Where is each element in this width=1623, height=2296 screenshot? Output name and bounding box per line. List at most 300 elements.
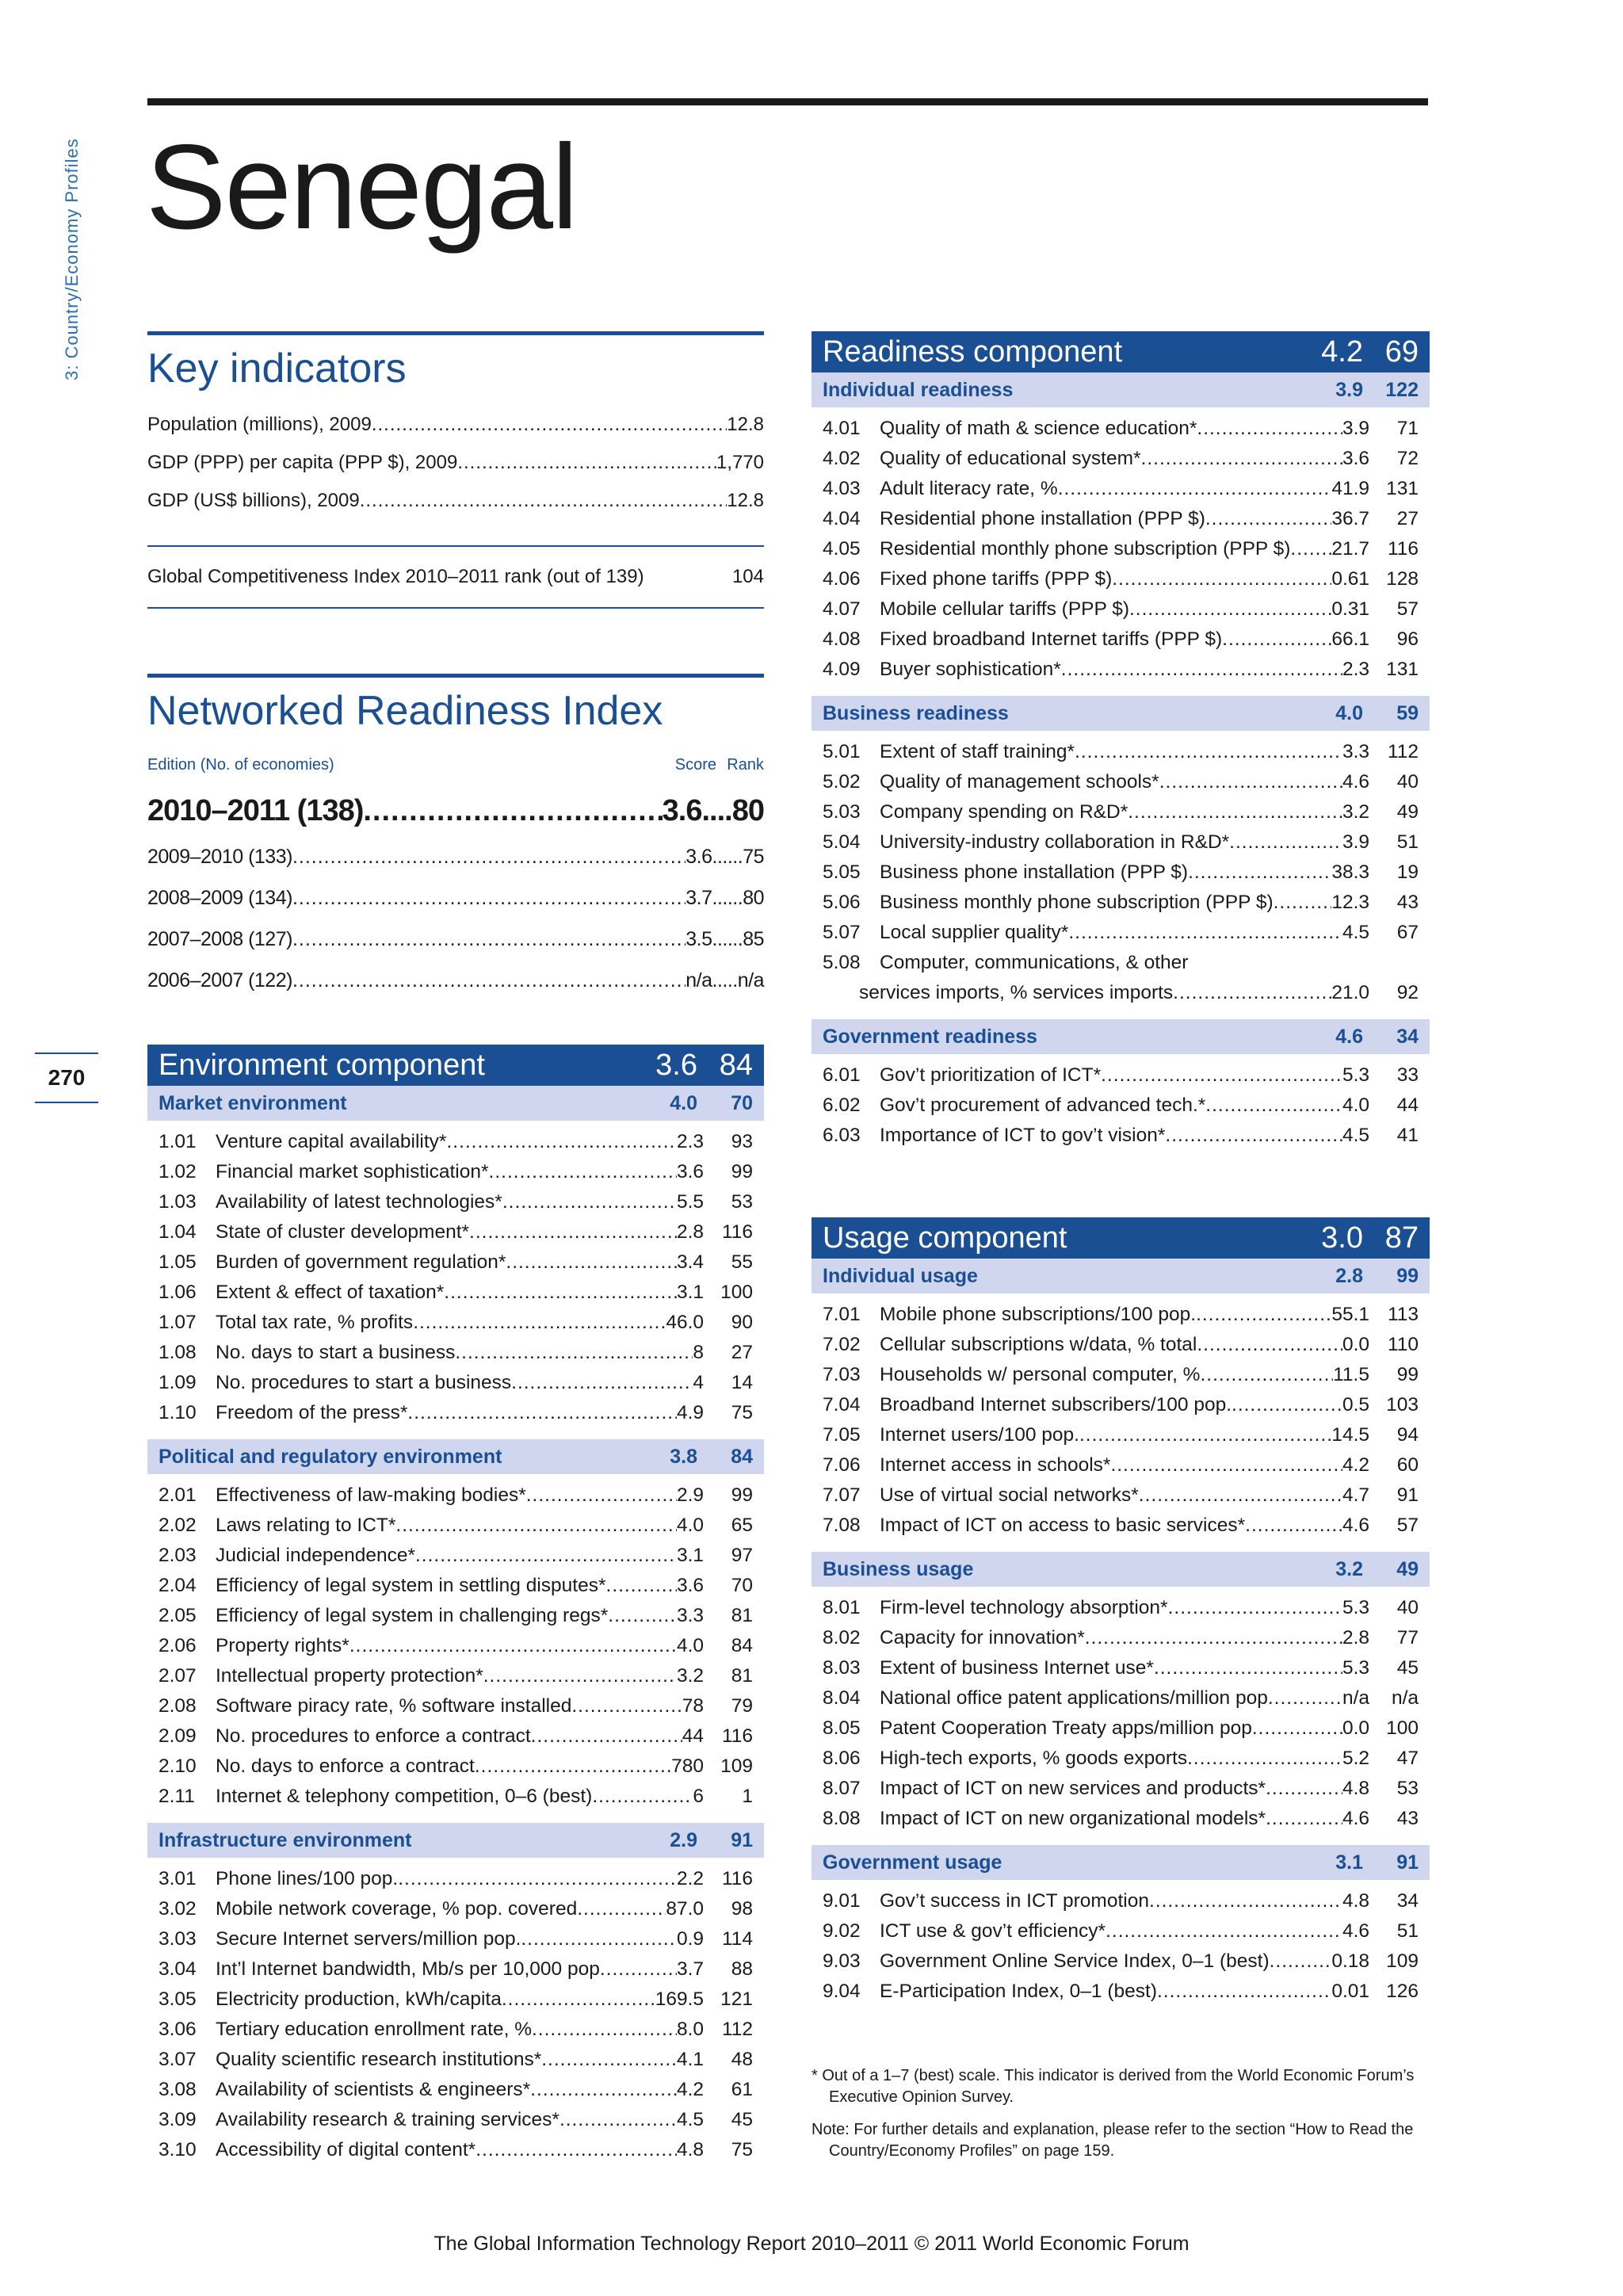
- indicator-label: Efficiency of legal system in settling disputes*: [216, 1575, 606, 1596]
- pillar-title: Market environment: [158, 1091, 347, 1114]
- indicator-rank: 114: [721, 1928, 753, 1950]
- indicator-value: 4.0: [676, 1635, 704, 1656]
- leader-dots: [1229, 827, 1342, 858]
- indicator-value: 0.01: [1331, 1981, 1369, 2002]
- leader-dots: [1266, 1774, 1342, 1804]
- indicator-label: Buyer sophistication*: [880, 659, 1061, 680]
- indicator-rank: 43: [1396, 1808, 1419, 1829]
- indicator-code: 2.01: [158, 1484, 197, 1506]
- component-score: 3.0: [1321, 1221, 1363, 1255]
- indicator-label: Impact of ICT on access to basic services*: [880, 1515, 1246, 1536]
- indicator-code: 7.01: [823, 1304, 861, 1325]
- indicator-list: [147, 1121, 764, 1439]
- indicator-label: Availability research & training services*: [216, 2109, 559, 2130]
- indicator-row: [158, 1924, 753, 1954]
- indicator-row: [158, 1511, 753, 1541]
- indicator-label: Mobile cellular tariffs (PPP $): [880, 598, 1129, 620]
- pillar-rank: 34: [1396, 1025, 1419, 1048]
- indicator-code: 8.08: [823, 1808, 861, 1829]
- indicator-code: 5.02: [823, 771, 861, 793]
- indicator-list: [812, 1293, 1430, 1552]
- indicator-value: 4.0: [1342, 1095, 1369, 1116]
- indicator-code: 8.02: [823, 1627, 861, 1648]
- indicator-rank: 19: [1396, 861, 1419, 883]
- gci-row: [147, 558, 764, 596]
- leader-dots: [349, 1631, 677, 1661]
- environment-component-header: [147, 1045, 764, 1086]
- leader-dots: [600, 1954, 677, 1985]
- component-title: Environment component: [158, 1048, 485, 1082]
- indicator-value: 14.5: [1331, 1424, 1369, 1446]
- nri-rank: 85: [743, 928, 764, 951]
- leader-dots: [577, 1894, 666, 1924]
- indicator-row: [158, 1127, 753, 1157]
- key-indicator-row: [147, 444, 764, 482]
- indicator-rank: 112: [721, 2019, 753, 2040]
- indicator-row: [158, 1308, 753, 1338]
- indicator-value: 36.7: [1331, 508, 1369, 529]
- indicator-rank: 110: [1387, 1334, 1419, 1355]
- leader-dots: [1196, 1300, 1331, 1330]
- indicator-row: [158, 1782, 753, 1812]
- pillar-score: 4.0: [670, 1091, 697, 1114]
- indicator-row: [823, 444, 1419, 474]
- indicator-label: Extent & effect of taxation*: [216, 1282, 445, 1303]
- indicator-code: 2.10: [158, 1755, 197, 1777]
- indicator-label: Local supplier quality*: [880, 922, 1069, 943]
- indicator-row: [158, 1864, 753, 1894]
- component-title: Readiness component: [823, 334, 1123, 369]
- leader-dots: [1200, 1360, 1333, 1390]
- indicator-rank: 1: [742, 1786, 753, 1807]
- indicator-value: 78: [682, 1695, 704, 1717]
- leader-dots: [483, 1661, 677, 1691]
- nri-title: Networked Readiness Index: [147, 688, 663, 734]
- pillar-rank: 84: [731, 1445, 753, 1468]
- indicator-value: 3.6: [1342, 448, 1369, 469]
- indicator-rank: 49: [1396, 801, 1419, 823]
- pillar-rank: 99: [1396, 1264, 1419, 1287]
- leader-dots: [541, 2045, 677, 2075]
- indicator-row: [158, 1187, 753, 1217]
- leader-dots: [521, 1924, 677, 1954]
- footnotes: [812, 2065, 1430, 2162]
- indicator-value: 8: [693, 1342, 704, 1363]
- indicator-value: 87.0: [666, 1898, 704, 1920]
- leader-dots: [1058, 474, 1332, 504]
- nri-edition: 2010–2011 (138): [147, 794, 364, 828]
- indicator-value: 3.4: [676, 1251, 704, 1273]
- indicator-label: Mobile phone subscriptions/100 pop.: [880, 1304, 1197, 1325]
- pillar-rank: 59: [1396, 701, 1419, 724]
- indicator-label: Fixed broadband Internet tariffs (PPP $): [880, 628, 1223, 650]
- leader-dots: [1110, 1450, 1342, 1480]
- indicator-row: [823, 1390, 1419, 1420]
- indicator-label: Phone lines/100 pop.: [216, 1868, 399, 1889]
- indicator-label: No. procedures to start a business: [216, 1372, 512, 1393]
- indicator-rank: 113: [1387, 1304, 1419, 1325]
- leader-dots: [1245, 1511, 1342, 1541]
- leader-dots: [1085, 1623, 1342, 1653]
- nri-edition: 2008–2009 (134): [147, 887, 292, 910]
- indicator-value: 4.7: [1342, 1484, 1369, 1506]
- indicator-code: 6.02: [823, 1095, 861, 1116]
- indicator-code: 1.02: [158, 1161, 197, 1182]
- indicator-list: [812, 1054, 1430, 1162]
- indicator-value: 0.5: [1342, 1394, 1369, 1415]
- readiness-component: [812, 331, 1430, 1162]
- indicator-rank: 77: [1396, 1627, 1419, 1648]
- leader-dots: [1205, 1091, 1342, 1121]
- indicator-row: [823, 655, 1419, 685]
- indicator-code: 4.04: [823, 508, 861, 529]
- indicator-row: [158, 1278, 753, 1308]
- indicator-label: Computer, communications, & other: [880, 952, 1189, 973]
- indicator-rank: 91: [1396, 1484, 1419, 1506]
- indicator-rank: 99: [1396, 1364, 1419, 1385]
- indicator-label: No. days to start a business: [216, 1342, 456, 1363]
- indicator-label: E-Participation Index, 0–1 (best): [880, 1981, 1157, 2002]
- indicator-code: 8.05: [823, 1717, 861, 1739]
- indicator-value: 4.6: [1342, 1515, 1369, 1536]
- leader-dots: [606, 1571, 677, 1601]
- indicator-label: Internet users/100 pop.: [880, 1424, 1079, 1446]
- indicator-label-continued: services imports, % services imports: [859, 982, 1174, 1003]
- indicator-value: 0.31: [1331, 598, 1369, 620]
- indicator-label: Impact of ICT on new organizational models*: [880, 1808, 1266, 1829]
- indicator-value: 4.8: [1342, 1890, 1369, 1912]
- leader-dots: [1290, 534, 1331, 564]
- indicator-label: Mobile network coverage, % pop. covered: [216, 1898, 578, 1920]
- indicator-value: 4.6: [1342, 771, 1369, 793]
- indicator-row: [823, 504, 1419, 534]
- indicator-row: [823, 767, 1419, 797]
- indicator-label: Secure Internet servers/million pop.: [216, 1928, 521, 1950]
- leader-dots: [475, 1752, 671, 1782]
- indicator-value: 12.8: [727, 414, 764, 436]
- indicator-value: 3.1: [676, 1282, 704, 1303]
- indicator-list: [147, 1858, 764, 2176]
- page-footer: The Global Information Technology Report 2010–2011 © 2011 World Economic Forum: [433, 2233, 1190, 2255]
- indicator-row: [823, 827, 1419, 858]
- pillar-score: 3.8: [670, 1445, 697, 1468]
- indicator-value: 3.3: [1342, 741, 1369, 762]
- indicator-code: 5.06: [823, 892, 861, 913]
- leader-dots: [1101, 1060, 1342, 1091]
- indicator-row-continued: [823, 978, 1419, 1008]
- nri-current-row: 2010–2011 (138) ..... 3.6 .... 80: [147, 785, 764, 836]
- leader-dots: [1270, 1946, 1332, 1977]
- nri-rank: 80: [731, 794, 764, 828]
- indicator-row: [823, 1744, 1419, 1774]
- indicator-row: [823, 888, 1419, 918]
- pillar-score: 3.1: [1335, 1851, 1363, 1874]
- indicator-code: 7.08: [823, 1515, 861, 1536]
- pillar-title: Business readiness: [823, 701, 1009, 724]
- indicator-rank: 33: [1396, 1064, 1419, 1086]
- footnote-note: Note: For further details and explanation, please refer to the section “How to Read the Country/Economy Profiles” on page 159.: [812, 2121, 1414, 2160]
- indicator-label: Business phone installation (PPP $): [880, 861, 1189, 883]
- pillar-header: [812, 372, 1430, 407]
- indicator-value: 3.6: [676, 1575, 704, 1596]
- indicator-code: 1.06: [158, 1282, 197, 1303]
- indicator-value: 11.5: [1333, 1364, 1369, 1385]
- divider: [147, 545, 764, 547]
- leader-dots: [506, 1247, 677, 1278]
- indicator-code: 2.02: [158, 1515, 197, 1536]
- leader-dots: [502, 1187, 677, 1217]
- pillar-title: Individual readiness: [823, 378, 1014, 401]
- indicator-list: [812, 407, 1430, 696]
- indicator-value: 780: [671, 1755, 704, 1777]
- indicator-list: [147, 1474, 764, 1823]
- indicator-value: 21.7: [1331, 538, 1369, 560]
- indicator-label: Households w/ personal computer, %: [880, 1364, 1201, 1385]
- pillar-rank: 122: [1385, 378, 1419, 401]
- indicator-row: [158, 1985, 753, 2015]
- indicator-label: University-industry collaboration in R&D*: [880, 831, 1230, 853]
- indicator-label: Financial market sophistication*: [216, 1161, 489, 1182]
- indicator-row: [823, 1916, 1419, 1946]
- indicator-label: Property rights*: [216, 1635, 349, 1656]
- component-rank: 69: [1384, 334, 1419, 369]
- indicator-list: [812, 731, 1430, 1019]
- indicator-label: Company spending on R&D*: [880, 801, 1128, 823]
- indicator-row: [823, 1713, 1419, 1744]
- indicator-row: [823, 1886, 1419, 1916]
- nri-rank: 80: [743, 887, 764, 910]
- environment-component: [147, 1045, 764, 2176]
- indicator-label: Firm-level technology absorption*: [880, 1597, 1168, 1618]
- top-rule: [147, 98, 1428, 105]
- indicator-label: Gov’t prioritization of ICT*: [880, 1064, 1102, 1086]
- indicator-row: [823, 1623, 1419, 1653]
- indicator-row: [823, 918, 1419, 948]
- indicator-rank: 45: [1396, 1657, 1419, 1679]
- pillar-rank: 49: [1396, 1557, 1419, 1580]
- nri-history-row: 2006–2007 (122) ..... n/a ..... n/a: [147, 960, 764, 1001]
- indicator-row: [823, 1593, 1419, 1623]
- indicator-rank: 43: [1396, 892, 1419, 913]
- indicator-rank: 75: [731, 1402, 753, 1423]
- indicator-rank: 126: [1386, 1981, 1419, 2002]
- indicator-value: 66.1: [1331, 628, 1369, 650]
- leader-dots: [1268, 1683, 1342, 1713]
- indicator-rank: 40: [1396, 1597, 1419, 1618]
- indicator-row: [158, 1338, 753, 1368]
- indicator-code: 3.03: [158, 1928, 197, 1950]
- indicator-row: [158, 1661, 753, 1691]
- indicator-label: Government Online Service Index, 0–1 (best): [880, 1950, 1270, 1972]
- key-indicator-row: [147, 406, 764, 444]
- indicator-row: [158, 1247, 753, 1278]
- indicator-label: No. procedures to enforce a contract: [216, 1725, 531, 1747]
- indicator-code: 4.03: [823, 478, 861, 499]
- indicator-row: [158, 2015, 753, 2045]
- indicator-label: National office patent applications/million pop: [880, 1687, 1268, 1709]
- indicator-row: [823, 1060, 1419, 1091]
- indicator-rank: 34: [1396, 1890, 1419, 1912]
- indicator-rank: 79: [731, 1695, 753, 1717]
- leader-dots: [489, 1157, 677, 1187]
- pillar-header: [812, 1259, 1430, 1293]
- indicator-row: [158, 2105, 753, 2135]
- pillar-score: 4.6: [1335, 1025, 1363, 1048]
- leader-dots: [592, 1782, 693, 1812]
- component-rank: 84: [719, 1048, 753, 1082]
- indicator-value: 4.5: [1342, 922, 1369, 943]
- indicator-code: 9.04: [823, 1981, 861, 2002]
- nri-score: 3.5: [685, 928, 712, 951]
- indicator-row: [823, 414, 1419, 444]
- nri-section: [147, 674, 764, 1001]
- section-side-label: 3: Country/Economy Profiles: [62, 138, 82, 380]
- indicator-row: [158, 1398, 753, 1428]
- indicator-value: 4.2: [1342, 1454, 1369, 1476]
- indicator-label: Patent Cooperation Treaty apps/million pop: [880, 1717, 1252, 1739]
- indicator-rank: 61: [731, 2079, 753, 2100]
- indicator-value: 5.5: [676, 1191, 704, 1213]
- indicator-code: 1.09: [158, 1372, 197, 1393]
- indicator-row: [158, 1480, 753, 1511]
- pillar-score: 3.9: [1335, 378, 1363, 401]
- indicator-label: Availability of latest technologies*: [216, 1191, 502, 1213]
- leader-dots: [1197, 1330, 1342, 1360]
- indicator-code: 7.05: [823, 1424, 861, 1446]
- indicator-row: [158, 2135, 753, 2165]
- indicator-value: 3.9: [1342, 418, 1369, 439]
- indicator-code: 2.07: [158, 1665, 197, 1687]
- indicator-code: 8.07: [823, 1778, 861, 1799]
- leader-dots: [455, 1338, 693, 1368]
- indicator-label: Total tax rate, % profits: [216, 1312, 414, 1333]
- key-indicators-section: [147, 331, 764, 609]
- indicator-row: [158, 1157, 753, 1187]
- indicator-label: Burden of government regulation*: [216, 1251, 506, 1273]
- indicator-value: 4.6: [1342, 1808, 1369, 1829]
- indicator-rank: 109: [720, 1755, 753, 1777]
- indicator-code: 4.01: [823, 418, 861, 439]
- indicator-code: 2.04: [158, 1575, 197, 1596]
- indicator-code: 6.01: [823, 1064, 861, 1086]
- indicator-code: 6.03: [823, 1125, 861, 1146]
- indicator-value: 21.0: [1331, 982, 1369, 1003]
- pillar-header: [147, 1439, 764, 1474]
- indicator-code: 1.05: [158, 1251, 197, 1273]
- indicator-row: [823, 1511, 1419, 1541]
- indicator-label: Broadband Internet subscribers/100 pop.: [880, 1394, 1232, 1415]
- usage-component-header: [812, 1217, 1430, 1259]
- indicator-value: 3.2: [676, 1665, 704, 1687]
- indicator-value: 4.5: [1342, 1125, 1369, 1146]
- indicator-row: [158, 1541, 753, 1571]
- leader-dots: [407, 1398, 677, 1428]
- indicator-rank: 81: [731, 1605, 753, 1626]
- key-indicators-title: Key indicators: [147, 346, 407, 392]
- indicator-code: 4.07: [823, 598, 861, 620]
- indicator-value: 4: [693, 1372, 704, 1393]
- indicator-value: 5.3: [1342, 1657, 1369, 1679]
- indicator-row: [823, 1774, 1419, 1804]
- indicator-label: Gov’t procurement of advanced tech.*: [880, 1095, 1206, 1116]
- indicator-value: 8.0: [676, 2019, 704, 2040]
- nri-score: 3.6: [662, 794, 702, 828]
- indicator-value: 3.6: [676, 1161, 704, 1182]
- indicator-code: 2.09: [158, 1725, 197, 1747]
- indicator-value: 44: [682, 1725, 704, 1747]
- nri-score: 3.6: [685, 846, 712, 869]
- leader-dots: [1274, 888, 1332, 918]
- indicator-value: 6: [693, 1786, 704, 1807]
- indicator-code: 9.01: [823, 1890, 861, 1912]
- indicator-label: Electricity production, kWh/capita: [216, 1988, 502, 2010]
- indicator-rank: 99: [731, 1484, 753, 1506]
- indicator-row: [158, 2075, 753, 2105]
- component-title: Usage component: [823, 1221, 1067, 1255]
- indicator-value: 0.61: [1331, 568, 1369, 590]
- pillar-header: [812, 1845, 1430, 1880]
- pillar-title: Business usage: [823, 1557, 974, 1580]
- indicator-row: [158, 1752, 753, 1782]
- indicator-rank: 27: [731, 1342, 753, 1363]
- pillar-header: [812, 696, 1430, 731]
- indicator-rank: 94: [1396, 1424, 1419, 1446]
- indicator-code: 1.04: [158, 1221, 197, 1243]
- indicator-rank: 92: [1396, 982, 1419, 1003]
- indicator-list: [812, 1880, 1430, 2018]
- indicator-rank: 57: [1396, 1515, 1419, 1536]
- indicator-code: 2.11: [158, 1786, 195, 1807]
- nri-history-row: 2009–2010 (133) ..... 3.6 ...... 75: [147, 836, 764, 877]
- indicator-rank: 44: [1396, 1095, 1419, 1116]
- indicator-label: Venture capital availability*: [216, 1131, 447, 1152]
- indicator-code: 7.06: [823, 1454, 861, 1476]
- nri-rank: 75: [743, 846, 764, 869]
- leader-dots: [1168, 1593, 1342, 1623]
- indicator-rank: 40: [1396, 771, 1419, 793]
- nri-rank: n/a: [737, 969, 764, 992]
- nri-history-row: 2007–2008 (127) ..... 3.5 ...... 85: [147, 919, 764, 960]
- component-score: 3.6: [655, 1048, 697, 1082]
- pillar-header: [812, 1552, 1430, 1587]
- indicator-code: 8.04: [823, 1687, 861, 1709]
- divider: [147, 607, 764, 609]
- pillar-title: Individual usage: [823, 1264, 978, 1287]
- indicator-code: 3.06: [158, 2019, 197, 2040]
- indicator-rank: 67: [1396, 922, 1419, 943]
- nri-score: 3.7: [685, 887, 712, 910]
- pillar-header: [812, 1019, 1430, 1054]
- indicator-code: 8.01: [823, 1597, 861, 1618]
- pillar-rank: 91: [731, 1828, 753, 1851]
- indicator-value: 3.3: [676, 1605, 704, 1626]
- leader-dots: [446, 1127, 676, 1157]
- leader-dots: [1197, 414, 1342, 444]
- indicator-code: 1.10: [158, 1402, 197, 1423]
- gci-label: Global Competitiveness Index 2010–2011 rank (out of 139): [147, 566, 644, 588]
- leader-dots: [1222, 625, 1331, 655]
- indicator-value: 12.8: [727, 490, 764, 512]
- indicator-label: Quality of educational system*: [880, 448, 1141, 469]
- indicator-row: [158, 1368, 753, 1398]
- indicator-row: [158, 1601, 753, 1631]
- indicator-code: 8.06: [823, 1748, 861, 1769]
- leader-dots: [608, 1601, 677, 1631]
- indicator-code: 1.08: [158, 1342, 197, 1363]
- indicator-rank: 116: [721, 1221, 753, 1243]
- indicator-code: 7.02: [823, 1334, 861, 1355]
- indicator-rank: 112: [1387, 741, 1419, 762]
